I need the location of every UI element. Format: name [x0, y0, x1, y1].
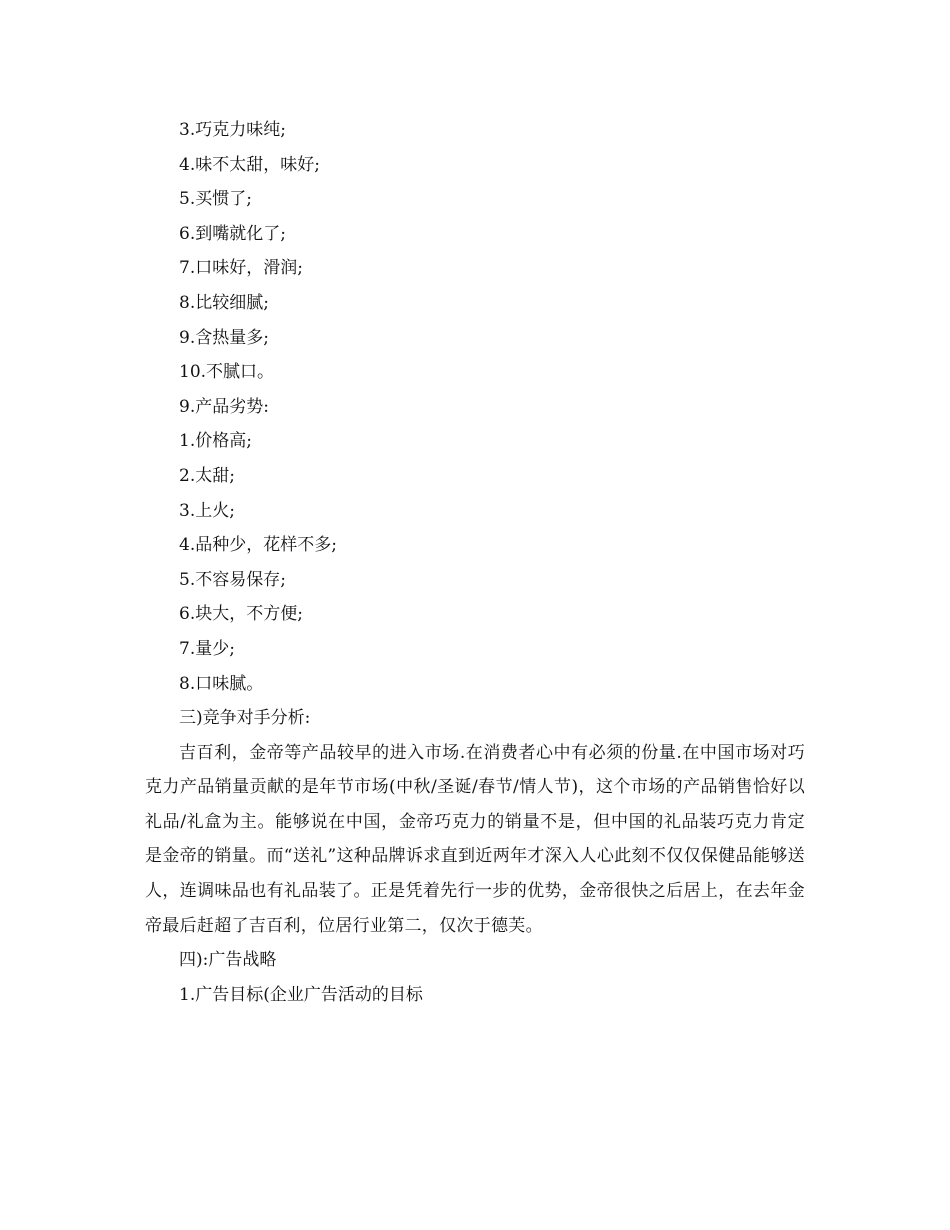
list-item: 9.含热量多;: [179, 327, 269, 348]
list-item: 7.口味好，滑润;: [179, 258, 303, 279]
list-item: 1.广告目标(企业广告活动的目标: [179, 984, 423, 1005]
competitor-section: [145, 701, 810, 943]
list-item: 6.到嘴就化了;: [179, 223, 286, 244]
list-item: 4.品种少，花样不多;: [179, 535, 337, 556]
list-item: 2.太甜;: [179, 465, 235, 486]
disadvantages-section: [145, 390, 810, 701]
list-item: 3.巧克力味纯;: [179, 120, 286, 140]
section-heading: 9.产品劣势:: [179, 396, 269, 417]
strategy-section: [145, 943, 810, 1012]
list-item: 6.块大，不方便;: [179, 604, 303, 625]
advantages-list: [145, 113, 810, 390]
list-item: 8.口味腻。: [179, 673, 264, 694]
list-item: 10.不腻口。: [179, 362, 275, 383]
list-item: 3.上火;: [179, 500, 235, 521]
section-heading: 三)竞争对手分析:: [179, 708, 311, 729]
list-item: 8.比较细腻;: [179, 292, 269, 313]
section-heading: 四):广告战略: [179, 950, 277, 971]
list-item: 5.不容易保存;: [179, 569, 286, 590]
list-item: 1.价格高;: [179, 431, 252, 452]
list-item: 7.量少;: [179, 638, 235, 659]
document-page: [145, 113, 810, 1012]
list-item: 4.味不太甜，味好;: [179, 154, 320, 175]
list-item: 5.买惯了;: [179, 189, 252, 210]
competitor-paragraph: 吉百利，金帝等产品较早的进入市场.在消费者心中有必须的份量.在中国市场对巧克力产品销量贡献的是年节市场(中秋/圣诞/春节/情人节)，这个市场的产品销售恰好以礼品/礼盒为主。能够说在中国，金帝巧克力的销量不是，但中国的礼品装巧克力肯定是金帝的销量。而“送礼”这种品牌诉求直到近两年才深入人心此刻不仅仅保健品能够送人，连调味品也有礼品装了。正是凭着先行一步的优势，金帝很快之后居上，在去年金帝最后赶超了吉百利，位居行业第二，仅次于德芙。: [145, 742, 805, 936]
